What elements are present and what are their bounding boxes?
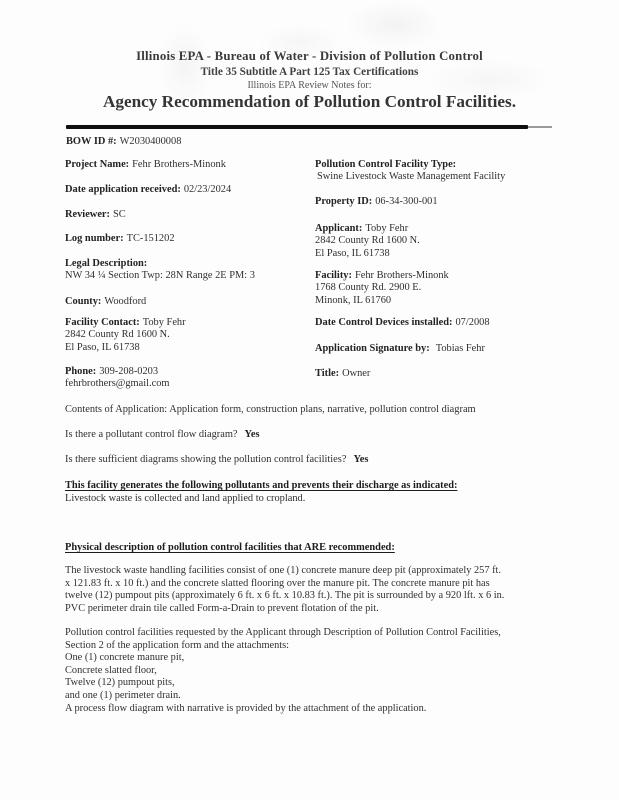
field-date-received xyxy=(65,184,231,196)
devices-installed-label: Date Control Devices installed: xyxy=(315,317,453,328)
phone-value: 309-208-0203 xyxy=(99,366,159,377)
document-header-review-notes: Illinois EPA Review Notes for: xyxy=(247,79,372,91)
log-number-value: TC-151202 xyxy=(126,233,175,244)
applicant-value: Toby Fehr xyxy=(365,223,409,234)
question-sufficient-diagrams xyxy=(65,454,368,467)
reviewer-label: Reviewer: xyxy=(65,209,110,220)
property-id-value: 06-34-300-001 xyxy=(375,196,438,207)
date-received-label: Date application received: xyxy=(65,184,181,195)
field-signature-by xyxy=(315,343,485,355)
project-name-label: Project Name: xyxy=(65,159,130,170)
bow-id-value: W2030400008 xyxy=(119,136,182,147)
property-id-label: Property ID: xyxy=(315,196,373,207)
question-flow-diagram xyxy=(65,429,260,442)
log-number-label: Log number: xyxy=(65,233,124,244)
applicant-address2: El Paso, IL 61738 xyxy=(315,247,390,259)
legal-description-value: NW 34 ¼ Section Twp: 28N Range 2E PM: 3 xyxy=(65,270,255,282)
document-header-title35: Title 35 Subtitle A Part 125 Tax Certifications xyxy=(200,66,419,78)
field-phone xyxy=(65,366,170,391)
facility-address2: Minonk, IL 61760 xyxy=(315,294,392,306)
reviewer-value: SC xyxy=(113,209,126,220)
pollutants-section-text: Livestock waste is collected and land applied to cropland. xyxy=(65,492,306,504)
date-received-value: 02/23/2024 xyxy=(183,184,232,195)
field-log-number xyxy=(65,233,175,245)
field-facility-contact xyxy=(65,317,186,354)
devices-installed-value: 07/2008 xyxy=(455,317,490,328)
facility-type-label: Pollution Control Facility Type: xyxy=(315,159,457,170)
field-project-name xyxy=(65,159,226,171)
field-reviewer xyxy=(65,209,126,221)
field-property-id xyxy=(315,196,438,208)
document-title: Agency Recommendation of Pollution Control Facilities. xyxy=(102,92,517,111)
question-flow-diagram-text: Is there a pollutant control flow diagram? xyxy=(65,429,238,440)
title-label: Title: xyxy=(315,368,340,379)
phone-label: Phone: xyxy=(65,366,97,377)
title-value: Owner xyxy=(342,368,371,379)
field-legal-description xyxy=(65,258,255,283)
question-sufficient-diagrams-text: Is there sufficient diagrams showing the pollution control facilities? xyxy=(65,454,347,465)
pollutants-section-heading: This facility generates the following pollutants and prevents their discharge as indicated: xyxy=(65,480,458,491)
question-sufficient-diagrams-answer: Yes xyxy=(353,454,369,465)
facility-contact-value: Toby Fehr xyxy=(142,317,186,328)
signature-by-value: Tobias Fehr xyxy=(435,343,485,354)
facility-value: Fehr Brothers-Minonk xyxy=(354,270,449,281)
physical-description-heading: Physical description of pollution control facilities that ARE recommended: xyxy=(65,542,395,553)
email-value: fehrbrothers@gmail.com xyxy=(65,378,170,390)
county-label: County: xyxy=(65,296,102,307)
county-value: Woodford xyxy=(104,296,147,307)
bow-id-label: BOW ID #: xyxy=(66,136,117,147)
header-divider-rule-tail xyxy=(528,126,552,128)
field-county xyxy=(65,296,146,308)
question-flow-diagram-answer: Yes xyxy=(244,429,260,440)
requested-facilities-paragraph: Pollution control facilities requested by the Applicant through Description of Pollution Control Facilities, Section 2 of the application form and the attachments: One (1) concrete manure pit, Concrete slatted floor, Twelve (12) pumpout pits, and one (1) perimeter drain. A process flow diagram with narrative is provided by the attachment of the application. xyxy=(65,627,501,714)
applicant-address1: 2842 County Rd 1600 N. xyxy=(315,235,420,247)
signature-by-label: Application Signature by: xyxy=(315,343,430,354)
facility-label: Facility: xyxy=(315,270,352,281)
facility-type-value: Swine Livestock Waste Management Facility xyxy=(317,171,506,183)
header-divider-rule xyxy=(66,125,528,129)
contents-of-application-line: Contents of Application: Application form, construction plans, narrative, pollution control diagram xyxy=(65,404,476,415)
field-applicant xyxy=(315,223,420,260)
project-name-value: Fehr Brothers-Minonk xyxy=(132,159,226,170)
physical-description-paragraph: The livestock waste handling facilities consist of one (1) concrete manure deep pit (approximately 257 ft. x 121.83 ft. x 10 ft.) and the concrete slatted flooring over the manure pit. The concrete manure pit has twelve (12) pumpout pits (approximately 6 ft. x 6 ft. x 10.83 ft.). The pit is surrounded by a 920 lft. x 6 in. PVC perimeter drain tile called Form-a-Drain to prevent flotation of the pit. xyxy=(65,565,505,614)
applicant-label: Applicant: xyxy=(315,223,363,234)
facility-address1: 1768 County Rd. 2900 E. xyxy=(315,282,422,294)
field-facility xyxy=(315,270,449,307)
facility-contact-address2: El Paso, IL 61738 xyxy=(65,341,140,353)
document-header-agency: Illinois EPA - Bureau of Water - Division of Pollution Control xyxy=(136,49,483,63)
facility-contact-label: Facility Contact: xyxy=(65,317,140,328)
legal-description-label: Legal Description: xyxy=(65,258,148,269)
facility-contact-address1: 2842 County Rd 1600 N. xyxy=(65,329,170,341)
field-facility-type xyxy=(315,159,505,184)
field-devices-installed xyxy=(315,317,490,329)
field-bow-id xyxy=(66,136,181,148)
field-title xyxy=(315,368,370,380)
